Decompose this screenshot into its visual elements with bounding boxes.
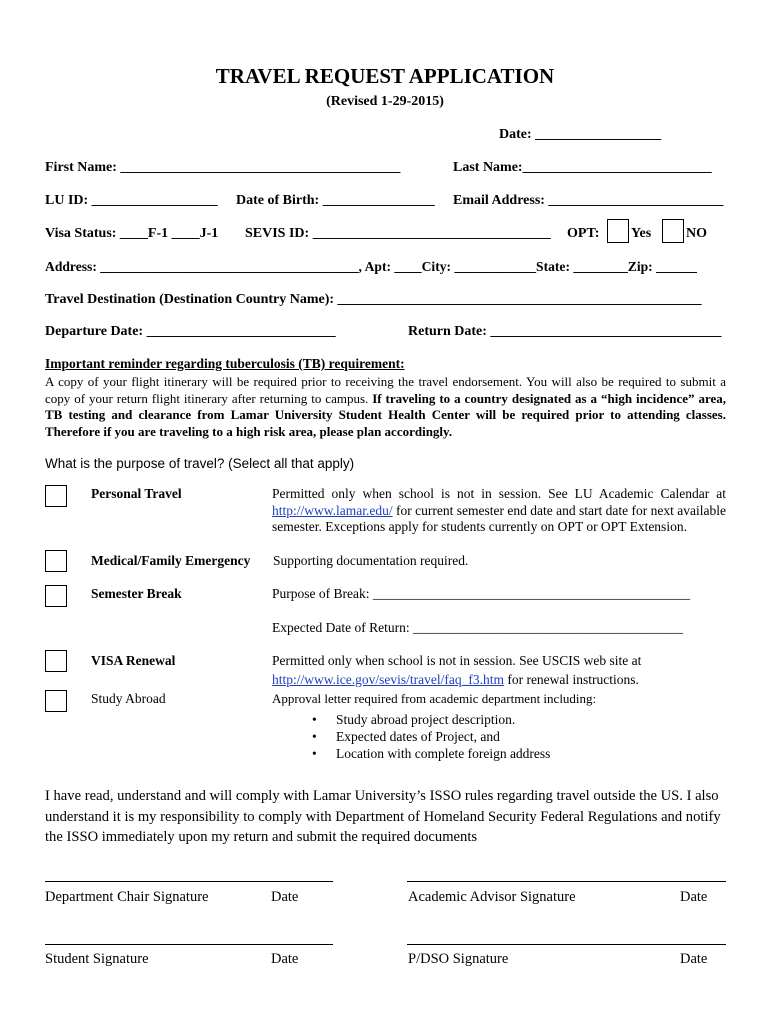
visa-renewal-label: VISA Renewal [91, 653, 176, 668]
medical-emergency-description: Supporting documentation required. [273, 553, 469, 568]
student-signature-line[interactable] [45, 944, 333, 945]
travel-destination-field[interactable]: Travel Destination (Destination Country Name): ____________________________________________________ [45, 292, 702, 307]
medical-emergency-label: Medical/Family Emergency [91, 553, 251, 568]
agreement-statement: I have read, understand and will comply with Lamar University’s ISSO rules regarding travel outside the US. I also understand it is my responsibility to comply with Department of Homeland Security Federal Regulations and notify the ISSO immediately upon my return and submit the required documents [45, 788, 721, 845]
list-item: • Study abroad project description. [312, 711, 550, 728]
lu-id-field[interactable]: LU ID: __________________ [45, 193, 218, 208]
date-field[interactable]: Date: __________________ [499, 127, 662, 142]
dept-chair-date-label: Date [271, 889, 299, 905]
opt-no-label: NO [686, 226, 707, 241]
medical-emergency-checkbox[interactable] [45, 550, 67, 572]
opt-yes-label: Yes [631, 226, 652, 241]
dept-chair-signature-label: Department Chair Signature [45, 889, 209, 905]
lamar-calendar-link[interactable]: http://www.lamar.edu/ [272, 502, 393, 518]
visa-renewal-checkbox[interactable] [45, 650, 67, 672]
visa-renewal-description: Permitted only when school is not in session. See USCIS web site at [272, 653, 642, 668]
page-title: TRAVEL REQUEST APPLICATION [215, 64, 555, 88]
tb-notice-text: A copy of your flight itinerary will be required prior to receiving the travel endorsement. You will also be required to submit a copy of your return flight itinerary after returning to campus. If traveling to a country designated as a “high incidence” area, TB testing and clearance from Lamar University Student Health Center will be required prior to attending classes. Therefore if you are traveling to a high risk area, please plan accordingly. [45, 374, 727, 439]
personal-travel-checkbox[interactable] [45, 485, 67, 507]
semester-break-checkbox[interactable] [45, 585, 67, 607]
purpose-of-break-field[interactable]: Purpose of Break: _______________________________________________ [272, 586, 691, 601]
tb-notice-heading: Important reminder regarding tuberculosis (TB) requirement: [45, 356, 405, 371]
opt-no-checkbox[interactable] [662, 219, 684, 243]
revision-date: (Revised 1-29-2015) [326, 94, 444, 109]
date-of-birth-field[interactable]: Date of Birth: ________________ [236, 193, 435, 208]
pdso-signature-line[interactable] [407, 944, 726, 945]
list-item: • Location with complete foreign address [312, 745, 550, 762]
visa-status-field[interactable]: Visa Status: ____F-1 ____J-1 [45, 226, 219, 241]
advisor-signature-label: Academic Advisor Signature [408, 889, 576, 905]
last-name-field[interactable]: Last Name:___________________________ [453, 160, 712, 175]
opt-yes-checkbox[interactable] [607, 219, 629, 243]
list-item: • Expected dates of Project, and [312, 728, 550, 745]
personal-travel-label: Personal Travel [91, 486, 182, 501]
study-abroad-checkbox[interactable] [45, 690, 67, 712]
dept-chair-signature-line[interactable] [45, 881, 333, 882]
sevis-id-field[interactable]: SEVIS ID: __________________________________ [245, 226, 551, 241]
study-abroad-label: Study Abroad [91, 691, 166, 706]
visa-renewal-link-line: http://www.ice.gov/sevis/travel/faq_f3.htm for renewal instructions. [272, 672, 639, 687]
student-signature-label: Student Signature [45, 951, 149, 967]
opt-label: OPT: [567, 226, 600, 241]
study-abroad-requirements [312, 711, 550, 762]
study-abroad-description: Approval letter required from academic department including: [272, 691, 597, 706]
semester-break-label: Semester Break [91, 586, 182, 601]
pdso-date-label: Date [680, 951, 708, 967]
purpose-question: What is the purpose of travel? (Select all that apply) [45, 456, 355, 471]
first-name-field[interactable]: First Name: ________________________________________ [45, 160, 401, 175]
advisor-date-label: Date [680, 889, 708, 905]
advisor-signature-line[interactable] [407, 881, 726, 882]
student-date-label: Date [271, 951, 299, 967]
personal-travel-description: Permitted only when school is not in session. See LU Academic Calendar at http://www.lamar.edu/ for current semester end date and start date for next available semester. Exceptions apply for students currently on OPT or OPT Extension. [272, 486, 726, 534]
ice-faq-link[interactable]: http://www.ice.gov/sevis/travel/faq_f3.htm [272, 672, 504, 687]
email-field[interactable]: Email Address: _________________________ [453, 193, 724, 208]
departure-date-field[interactable]: Departure Date: ___________________________ [45, 324, 336, 339]
return-date-field[interactable]: Return Date: _________________________________ [408, 324, 722, 339]
pdso-signature-label: P/DSO Signature [408, 951, 509, 967]
address-field[interactable]: Address: ______________________________________, Apt: ____City: ____________State: ________Zip: ______ [45, 259, 697, 274]
expected-return-field[interactable]: Expected Date of Return: ________________________________________ [272, 620, 683, 635]
